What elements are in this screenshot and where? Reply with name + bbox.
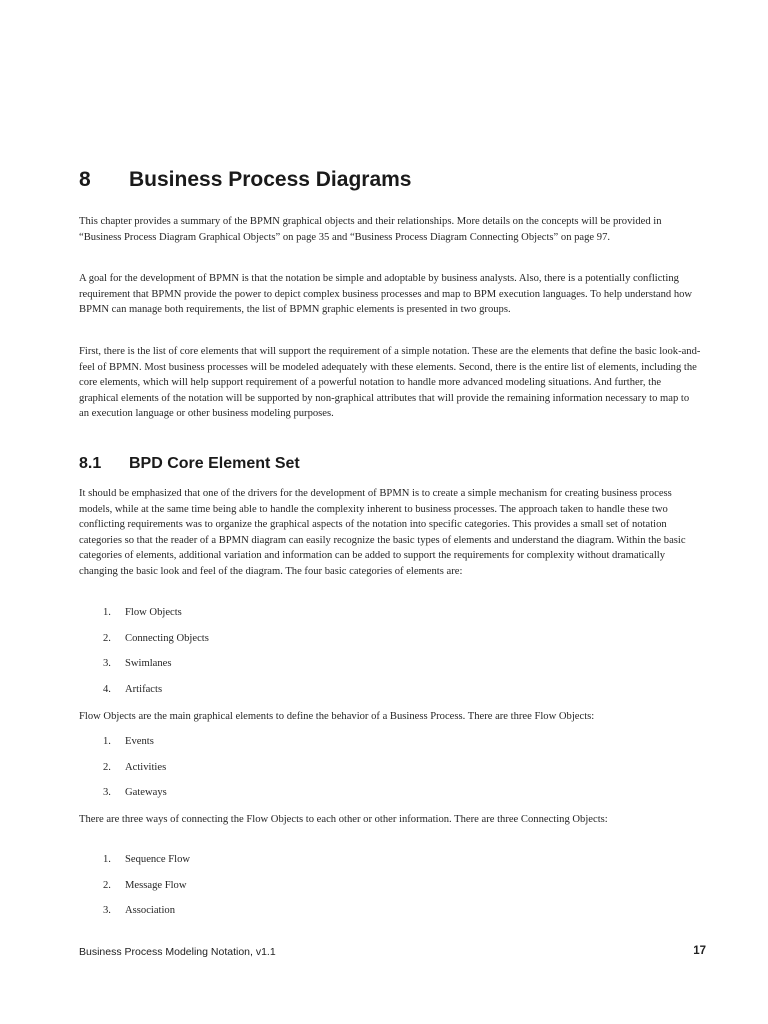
connecting-objects-list (103, 852, 190, 929)
goal-paragraph: A goal for the development of BPMN is that the notation be simple and adoptable by business analysts. Also, there is a potentially conflicting requirement that BPMN provide the power to depict complex business processes and map to BPM execution languages. To help understand how BPMN can manage both requirements, the list of BPMN graphic elements is presented in two groups. (79, 273, 693, 315)
categories-list (103, 605, 209, 707)
intro-paragraph: This chapter provides a summary of the BPMN graphical objects and their relationships. More details on the concepts will be provided in “Business Process Diagram Graphical Objects” on page 35 and “Business Process Diagram Connecting Objects” on page 97. (79, 216, 662, 243)
list-item: 1. Flow Objects (103, 607, 182, 618)
core-elements-paragraph: First, there is the list of core elements that will support the requirement of a simple notation. These are the elements that define the basic look-and-feel of BPMN. Most business processes will be modeled adequately with these elements. Second, there is the entire list of elements, including the core elements, which will help support requirement of a powerful notation to handle more advanced modeling situations. And further, the graphical elements of the notation will be supported by non-graphical attributes that will provide the remaining information necessary to map to an execution language or other business modeling purposes. (79, 346, 701, 419)
section-heading (79, 455, 300, 473)
page-number: 17 (693, 945, 706, 957)
list-item: 2. Connecting Objects (103, 632, 209, 644)
connecting-objects-paragraph: There are three ways of connecting the Flow Objects to each other or other information. There are three Connecting Objects: (79, 814, 608, 825)
section-number: 8.1 (79, 455, 102, 472)
list-item: 4. Artifacts (103, 683, 163, 695)
section-title: BPD Core Element Set (129, 455, 300, 472)
list-item: 3. Gateways (103, 787, 167, 798)
chapter-heading (79, 168, 411, 192)
flow-objects-list (103, 734, 167, 811)
footer-title: Business Process Modeling Notation, v1.1 (79, 946, 276, 958)
chapter-title: Business Process Diagrams (129, 168, 412, 191)
categories-intro-paragraph: It should be emphasized that one of the drivers for the development of BPMN is to create a simple mechanism for creating business process models, while at the same time being able to handle the complexity inherent to business processes. The approach taken to handle these two conflicting requirements was to organize the graphical aspects of the notation into specific categories. This provides a small set of notation categories so that the reader of a BPMN diagram can easily recognize the basic types of elements and understand the diagram. Within the basic categories of elements, additional variation and information can be added to support the requirements for complexity without dramatically changing the basic look and feel of the diagram. The four basic categories of elements are: (79, 488, 686, 577)
list-item: 3. Swimlanes (103, 658, 172, 669)
chapter-number: 8 (79, 168, 91, 191)
list-item: 1. Events (103, 736, 154, 747)
list-item: 3. Association (103, 905, 176, 916)
list-item: 2. Activities (103, 761, 167, 773)
list-item: 1. Sequence Flow (103, 854, 191, 865)
flow-objects-paragraph: Flow Objects are the main graphical elements to define the behavior of a Business Process. There are three Flow Objects: (79, 711, 595, 722)
list-item: 2. Message Flow (103, 879, 187, 891)
